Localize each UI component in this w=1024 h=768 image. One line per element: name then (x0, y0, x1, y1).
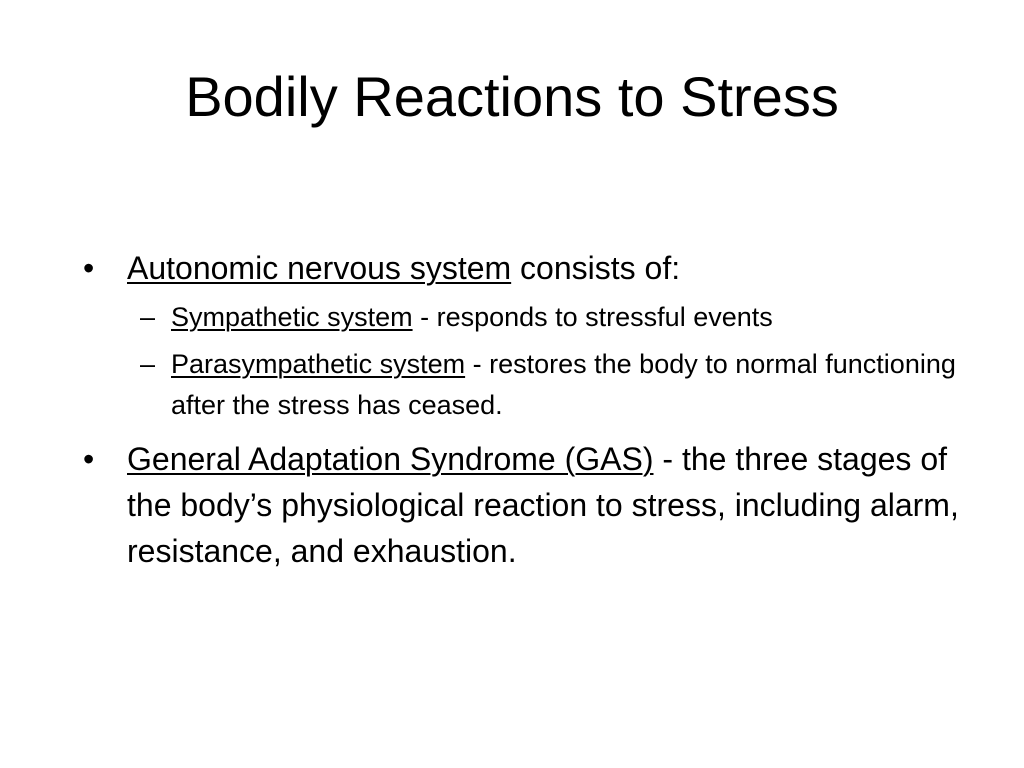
subpoint-text: - restores the body to normal functioning after the stress has ceased. (171, 349, 956, 420)
subpoint-text: - responds to stressful events (412, 302, 773, 332)
subpoint-parasympathetic-system (83, 344, 963, 426)
bullet-text: consists of: (511, 250, 681, 286)
term-parasympathetic-system: Parasympathetic system (171, 349, 466, 379)
term-autonomic-nervous-system: Autonomic nervous system (127, 250, 512, 286)
slide-title: Bodily Reactions to Stress (185, 65, 839, 128)
bullet-marker: • (83, 250, 95, 286)
dash-marker: – (140, 349, 156, 379)
bullet-general-adaptation-syndrome (83, 436, 963, 574)
subpoint-sympathetic-system (83, 297, 963, 338)
dash-marker: – (140, 302, 156, 332)
bullet-autonomic-nervous-system (83, 245, 963, 291)
term-general-adaptation-syndrome: General Adaptation Syndrome (GAS) (127, 441, 654, 477)
term-sympathetic-system: Sympathetic system (171, 302, 413, 332)
subpoint-list (83, 297, 963, 426)
bullet-text: - the three stages of the body’s physiological reaction to stress, including alarm, resistance, and exhaustion. (127, 441, 959, 569)
slide-body (83, 245, 963, 574)
bullet-marker: • (83, 441, 95, 477)
